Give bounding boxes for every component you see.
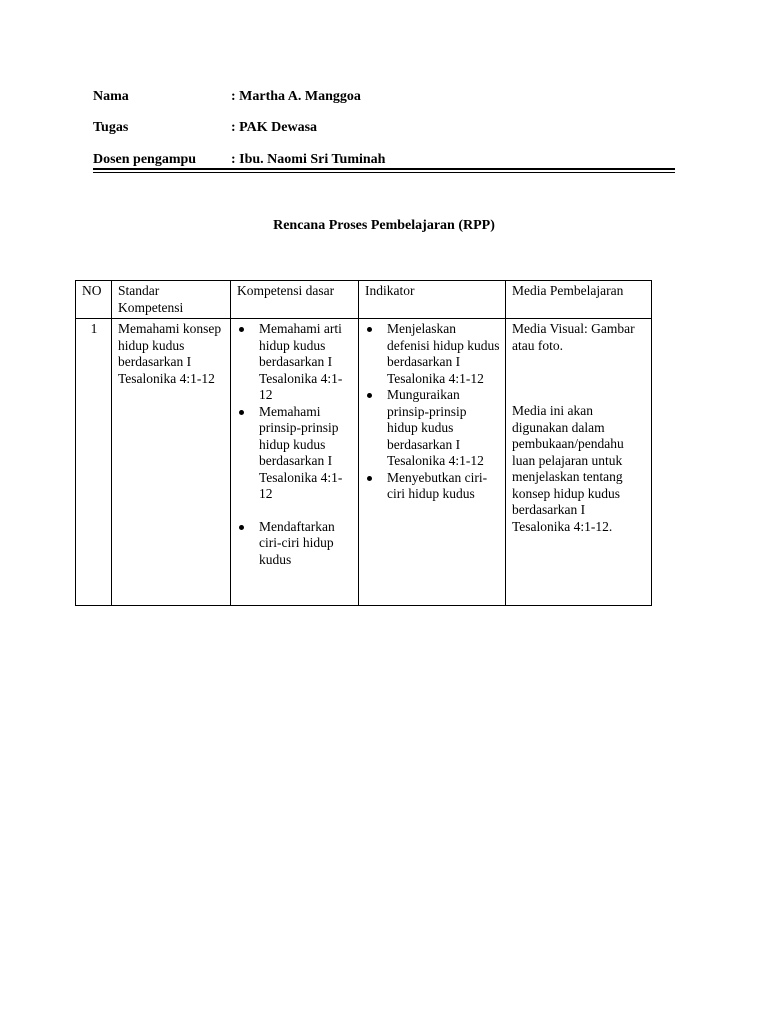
- list-item: [365, 470, 500, 503]
- header-indikator: Indikator: [359, 281, 506, 319]
- list-item-text: Munguraikan prinsip-prinsip hidup kudus berdasarkan I Tesalonika 4:1-12: [387, 387, 484, 468]
- bullet-icon: [367, 476, 372, 481]
- bullet-icon: [239, 327, 244, 332]
- list-item: [365, 321, 500, 387]
- info-label: Dosen pengampu: [93, 152, 197, 167]
- list-item-text: Memahami prinsip-prinsip hidup kudus berdasarkan I Tesalonika 4:1-12: [259, 403, 343, 501]
- kompetensi-list: [237, 321, 353, 568]
- bullet-icon: [239, 410, 244, 415]
- table-row: [76, 319, 652, 606]
- media-paragraph: Media ini akan digunakan dalam pembukaan/pendahu luan pelajaran untuk menjelaskan tentang konsep hidup kudus berdasarkan I Tesalonika 4:1-12.: [512, 403, 624, 534]
- cell-kompetensi-dasar: [231, 319, 359, 606]
- list-item: [237, 519, 353, 569]
- info-value: : Martha A. Manggoa: [231, 89, 361, 104]
- header-kompetensi-dasar: Kompetensi dasar: [231, 281, 359, 319]
- media-paragraph: Media Visual: Gambar atau foto.: [512, 321, 635, 353]
- cell-indikator: [359, 319, 506, 606]
- header-divider-thick: [93, 168, 675, 170]
- list-item: [237, 404, 353, 503]
- indikator-list: [365, 321, 500, 503]
- info-value: : PAK Dewasa: [231, 120, 318, 135]
- info-value: : Ibu. Naomi Sri Tuminah: [231, 152, 386, 167]
- bullet-icon: [367, 393, 372, 398]
- header-media-pembelajaran: Media Pembelajaran: [506, 281, 652, 319]
- bullet-icon: [367, 327, 372, 332]
- list-item: [237, 321, 353, 404]
- info-label: Nama: [93, 89, 129, 104]
- rpp-table: [75, 280, 652, 606]
- cell-media-pembelajaran: [506, 319, 652, 606]
- list-item: [365, 387, 500, 470]
- info-label: Tugas: [93, 120, 129, 135]
- list-item-text: Menyebutkan ciri-ciri hidup kudus: [387, 469, 488, 501]
- list-item-text: Memahami arti hidup kudus berdasarkan I Tesalonika 4:1-12: [259, 321, 343, 402]
- cell-no: 1: [76, 319, 112, 606]
- header-divider-thin: [93, 172, 675, 173]
- bullet-icon: [239, 525, 244, 530]
- list-item-text: Menjelaskan defenisi hidup kudus berdasarkan I Tesalonika 4:1-12: [387, 321, 500, 386]
- document-title: Rencana Proses Pembelajaran (RPP): [273, 218, 495, 233]
- header-standar-kompetensi: Standar Kompetensi: [112, 281, 231, 319]
- table-header-row: [76, 281, 652, 319]
- cell-standar-kompetensi: Memahami konsep hidup kudus berdasarkan I Tesalonika 4:1-12: [112, 319, 231, 606]
- list-item-text: Mendaftarkan ciri-ciri hidup kudus: [259, 518, 335, 567]
- header-no: NO: [76, 281, 112, 319]
